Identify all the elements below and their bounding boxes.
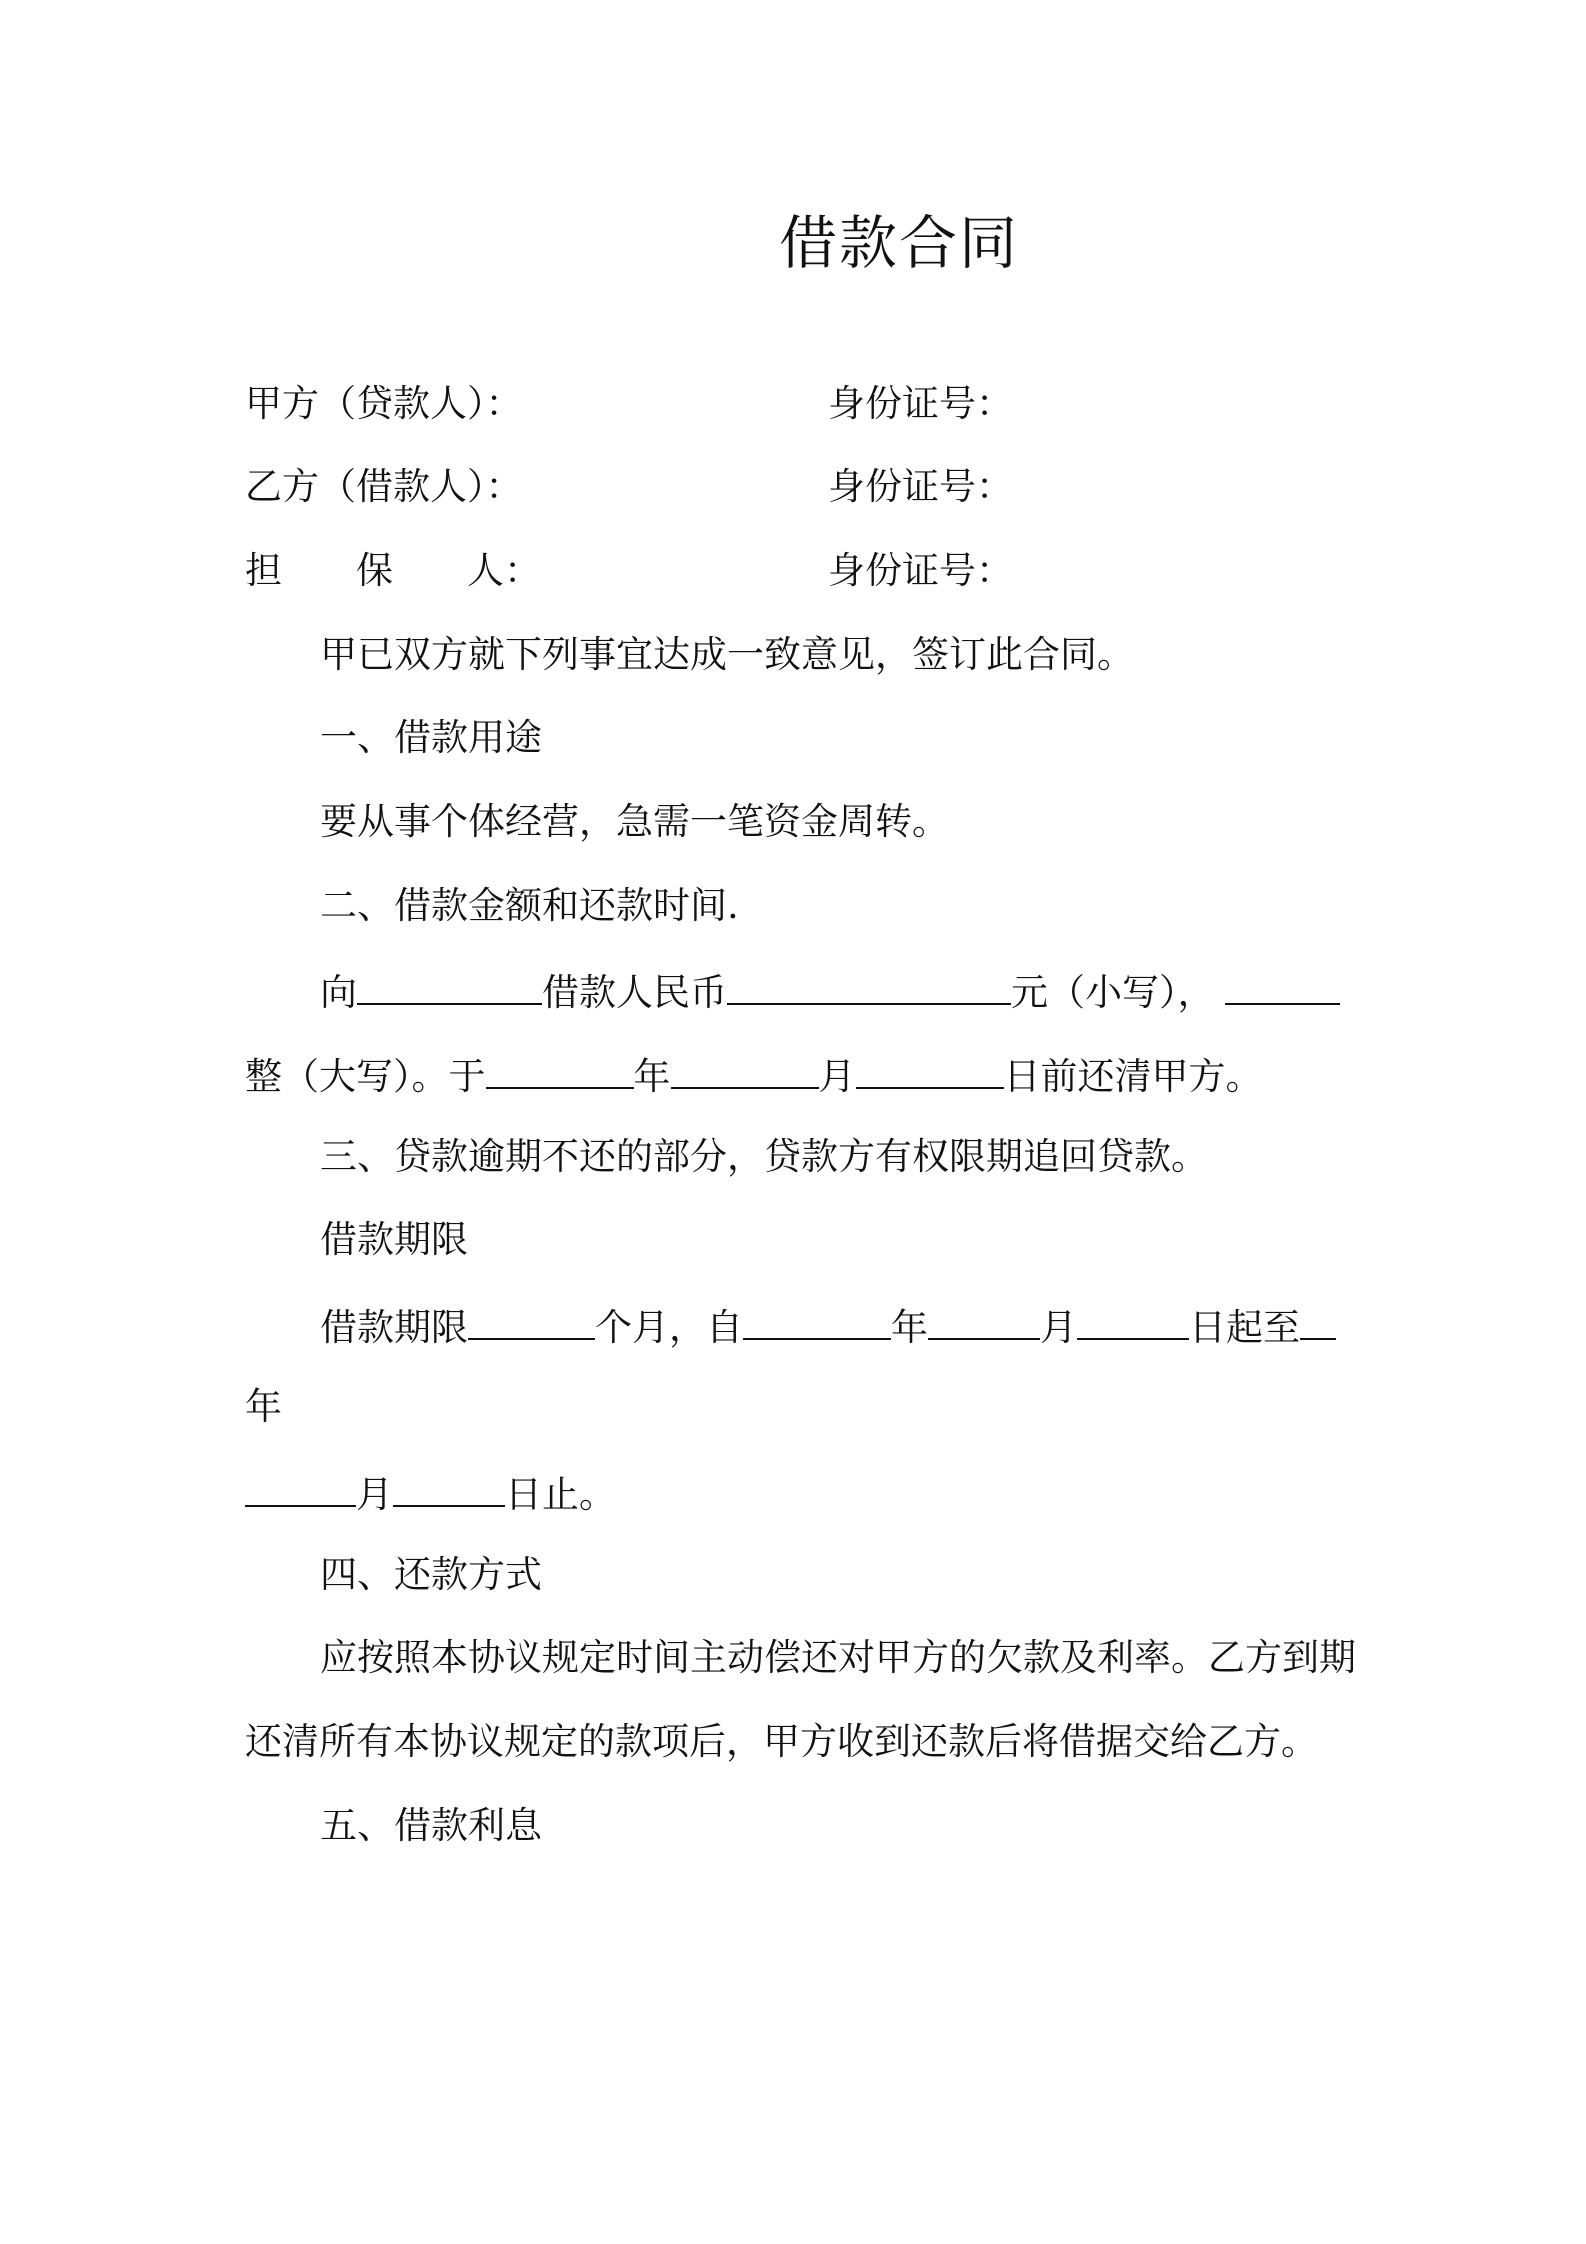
text: 月 bbox=[818, 1055, 856, 1098]
section-2-heading: 二、借款金额和还款时间. bbox=[320, 884, 739, 927]
term-line bbox=[320, 1302, 1336, 1350]
text: 整（大写）。于 bbox=[245, 1055, 486, 1098]
intro-text: 甲已双方就下列事宜达成一致意见，签订此合同。 bbox=[320, 633, 1134, 676]
start-year-field[interactable] bbox=[743, 1302, 891, 1340]
term-heading: 借款期限 bbox=[320, 1218, 468, 1261]
document-title: 借款合同 bbox=[779, 209, 1020, 277]
term-year-text: 年 bbox=[245, 1385, 282, 1428]
start-month-field[interactable] bbox=[928, 1302, 1040, 1340]
lender-name-field[interactable] bbox=[357, 967, 542, 1005]
text: 月 bbox=[1040, 1306, 1077, 1349]
text: 日起至 bbox=[1189, 1306, 1300, 1349]
term-months-field[interactable] bbox=[468, 1302, 595, 1340]
repay-date-line bbox=[245, 1051, 1263, 1099]
section-5-heading: 五、借款利息 bbox=[320, 1804, 542, 1847]
lender-id-label: 身份证号： bbox=[828, 382, 1013, 425]
start-day-field[interactable] bbox=[1077, 1302, 1189, 1340]
text: 借款期限 bbox=[320, 1306, 468, 1349]
text: 日前还清甲方。 bbox=[1003, 1055, 1263, 1098]
text: 向 bbox=[320, 971, 357, 1014]
section-4-heading: 四、还款方式 bbox=[320, 1553, 542, 1596]
text: 个月，自 bbox=[595, 1306, 743, 1349]
text: 年 bbox=[633, 1055, 671, 1098]
repay-year-field[interactable] bbox=[486, 1051, 634, 1089]
guarantor-char: 人： bbox=[467, 549, 541, 592]
section-1-heading: 一、借款用途 bbox=[320, 716, 542, 759]
text: 日止。 bbox=[505, 1473, 616, 1516]
section-4-body-2: 还清所有本协议规定的款项后，甲方收到还款后将借据交给乙方。 bbox=[245, 1720, 1318, 1763]
end-day-field[interactable] bbox=[393, 1469, 505, 1507]
guarantor-char: 保 bbox=[356, 549, 393, 592]
lender-label: 甲方（贷款人）： bbox=[245, 382, 523, 425]
guarantor-char: 担 bbox=[245, 549, 282, 592]
guarantor-label bbox=[245, 549, 541, 593]
text: 年 bbox=[891, 1306, 928, 1349]
repay-month-field[interactable] bbox=[671, 1051, 819, 1089]
text: 元（小写）， bbox=[1011, 971, 1215, 1014]
guarantor-id-label: 身份证号： bbox=[828, 549, 1013, 592]
borrower-label: 乙方（借款人）： bbox=[245, 465, 523, 508]
term-end-line bbox=[245, 1469, 616, 1517]
amount-figures-field[interactable] bbox=[727, 967, 1011, 1005]
text: 月 bbox=[356, 1473, 393, 1516]
end-month-field[interactable] bbox=[245, 1469, 356, 1507]
section-4-body-1: 应按照本协议规定时间主动偿还对甲方的欠款及利率。乙方到期 bbox=[320, 1636, 1356, 1679]
amount-words-field[interactable] bbox=[1225, 967, 1340, 1005]
section-3-heading: 三、贷款逾期不还的部分，贷款方有权限期追回贷款。 bbox=[320, 1135, 1208, 1178]
end-year-field[interactable] bbox=[1300, 1302, 1336, 1340]
amount-line bbox=[320, 967, 1340, 1015]
borrower-id-label: 身份证号： bbox=[828, 465, 1013, 508]
text: 借款人民币 bbox=[542, 971, 727, 1014]
section-1-body: 要从事个体经营，急需一笔资金周转。 bbox=[320, 800, 949, 843]
repay-day-field[interactable] bbox=[856, 1051, 1004, 1089]
